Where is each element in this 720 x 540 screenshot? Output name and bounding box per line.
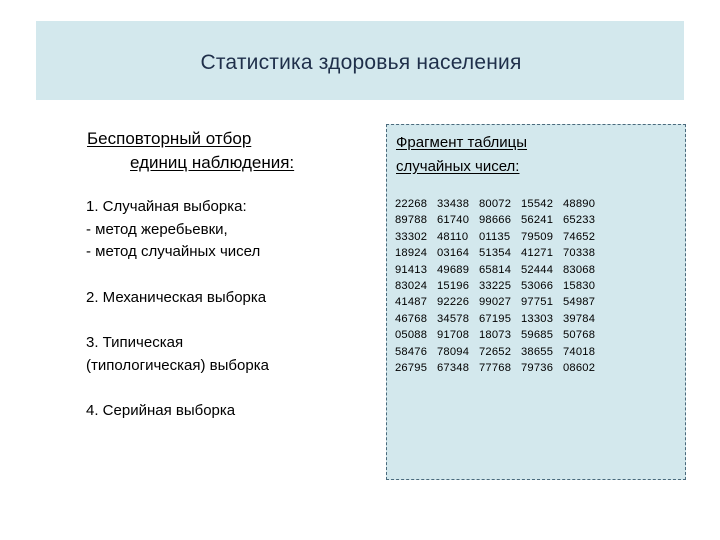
random-numbers-panel xyxy=(386,124,686,480)
table-cell: 41487 xyxy=(395,296,428,309)
table-cell: 98666 xyxy=(479,214,512,227)
list-group xyxy=(86,332,376,377)
table-cell: 15542 xyxy=(521,198,554,210)
table-cell: 89788 xyxy=(395,214,428,227)
table-cell: 65814 xyxy=(479,263,512,276)
table-cell: 15196 xyxy=(437,280,470,293)
table-cell: 08602 xyxy=(563,362,596,375)
list-group xyxy=(86,400,376,423)
table-cell: 22268 xyxy=(395,198,428,210)
table-heading-line1: Фрагмент таблицы xyxy=(396,134,528,151)
table-cell: 79509 xyxy=(521,230,554,243)
table-cell: 15830 xyxy=(563,280,596,293)
table-cell: 67348 xyxy=(437,362,470,375)
title-banner xyxy=(36,21,684,100)
table-cell: 59685 xyxy=(521,329,554,342)
table-cell: 49689 xyxy=(437,263,470,276)
table-cell: 18924 xyxy=(395,247,428,260)
table-cell: 53066 xyxy=(521,280,554,293)
list-item: 1. Случайная выборка: xyxy=(86,198,247,215)
table-cell: 83024 xyxy=(395,280,428,293)
table-cell: 41271 xyxy=(521,247,554,260)
table-cell: 80072 xyxy=(479,198,512,210)
list-item: 3. Типическая xyxy=(86,334,184,351)
table-cell: 83068 xyxy=(563,263,596,276)
table-row xyxy=(395,294,605,310)
slide-title: Статистика здоровья населения xyxy=(200,50,522,74)
sampling-methods-list xyxy=(86,196,376,423)
table-cell: 46768 xyxy=(395,312,428,325)
table-cell: 77768 xyxy=(479,362,512,375)
table-cell: 65233 xyxy=(563,214,596,227)
table-cell: 79736 xyxy=(521,362,554,375)
table-cell: 33438 xyxy=(437,198,470,210)
table-row xyxy=(395,229,605,245)
table-cell: 18073 xyxy=(479,329,512,342)
table-cell: 70338 xyxy=(563,247,596,260)
list-item: - метод жеребьевки, xyxy=(86,220,228,238)
list-item: 2. Механическая выборка xyxy=(86,288,267,306)
table-cell: 50768 xyxy=(563,329,596,342)
random-numbers-table xyxy=(395,196,605,376)
list-item: - метод случайных чисел xyxy=(86,243,261,260)
table-cell: 39784 xyxy=(563,312,596,325)
table-cell: 33225 xyxy=(479,280,512,293)
table-row xyxy=(395,212,605,228)
table-heading-line2: случайных чисел: xyxy=(396,158,520,175)
table-cell: 34578 xyxy=(437,312,470,325)
left-heading-line1: Бесповторный отбор xyxy=(87,129,252,148)
table-row xyxy=(395,262,605,278)
table-cell: 91708 xyxy=(437,329,470,342)
table-row xyxy=(395,311,605,327)
table-cell: 58476 xyxy=(395,345,428,358)
table-cell: 01135 xyxy=(479,230,511,243)
table-cell: 51354 xyxy=(479,247,512,260)
left-heading-line2: единиц наблюдения: xyxy=(130,153,295,172)
table-cell: 13303 xyxy=(521,312,554,325)
table-row xyxy=(395,278,605,294)
table-row xyxy=(395,344,605,360)
table-cell: 03164 xyxy=(437,247,470,260)
table-cell: 74018 xyxy=(563,345,596,358)
table-cell: 74652 xyxy=(563,230,596,243)
left-heading xyxy=(87,127,347,175)
list-group xyxy=(86,287,376,310)
table-row xyxy=(395,245,605,261)
table-cell: 26795 xyxy=(395,362,428,375)
table-cell: 72652 xyxy=(479,345,512,358)
table-cell: 92226 xyxy=(437,296,470,309)
table-cell: 91413 xyxy=(395,263,428,276)
table-heading xyxy=(396,131,527,179)
list-item: (типологическая) выборка xyxy=(86,356,269,374)
table-cell: 33302 xyxy=(395,230,428,243)
table-cell: 54987 xyxy=(563,296,596,309)
table-cell: 99027 xyxy=(479,296,512,309)
table-cell: 05088 xyxy=(395,329,428,342)
table-row xyxy=(395,196,605,212)
list-group xyxy=(86,196,376,264)
list-item: 4. Серийная выборка xyxy=(86,402,236,419)
table-cell: 56241 xyxy=(521,214,554,227)
table-cell: 61740 xyxy=(437,214,470,227)
table-cell: 52444 xyxy=(521,263,554,276)
table-cell: 97751 xyxy=(521,296,554,309)
table-cell: 48110 xyxy=(437,230,469,243)
table-cell: 67195 xyxy=(479,312,512,325)
table-cell: 78094 xyxy=(437,345,470,358)
table-cell: 48890 xyxy=(563,198,596,210)
table-row xyxy=(395,327,605,343)
table-cell: 38655 xyxy=(521,345,554,358)
table-row xyxy=(395,360,605,376)
